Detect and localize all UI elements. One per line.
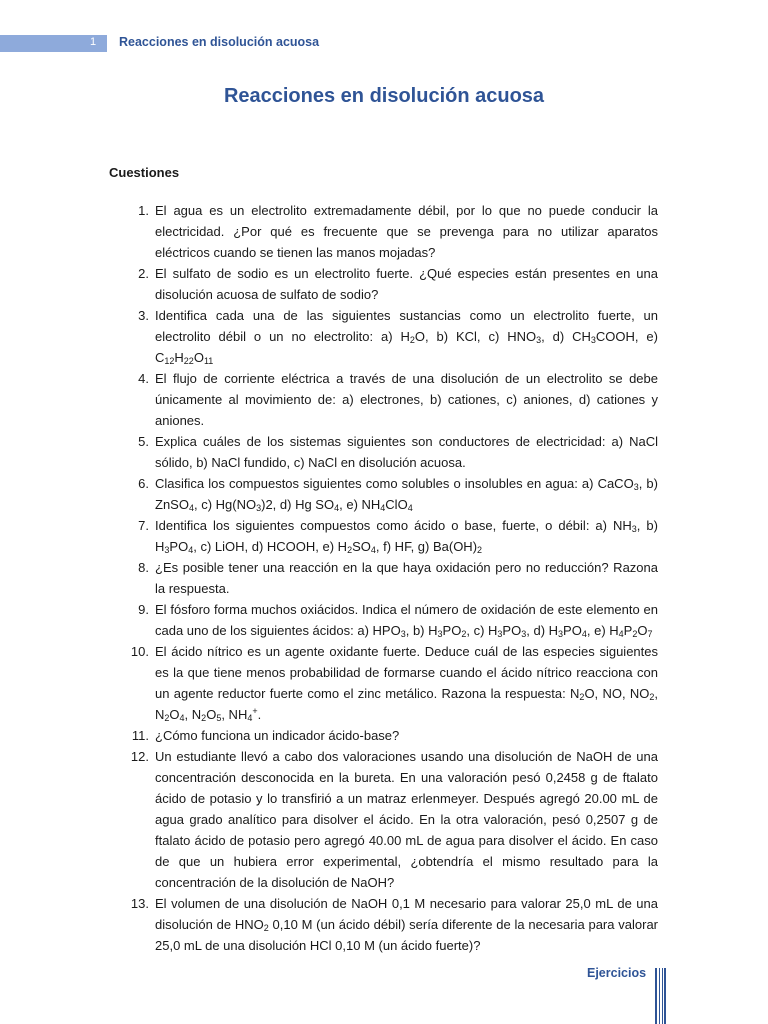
question-number: 1. <box>138 203 149 218</box>
question-item <box>109 305 658 368</box>
question-number: 12. <box>130 749 149 764</box>
question-text: El fósforo forma muchos oxiácidos. Indica el número de oxidación de este elemento en cada uno de los siguientes ácidos: a) $HPO_3$, b) $H_3PO_2$, c) $H_3PO_3$, d) $H_3PO_4$, e) $H_4P_2O_7$ <box>155 602 658 639</box>
question-item <box>109 431 658 473</box>
question-item <box>109 263 658 305</box>
question-item <box>109 893 658 956</box>
question-text: Clasifica los compuestos siguientes como solubles o insolubles en agua: a) CaCO$_3$, b) ZnSO$_4$, c) $Hg(NO_3)2$, d) Hg $SO_4$, e) $NH_4ClO_4$ <box>155 476 658 513</box>
question-text: El agua es un electrolito extremadamente débil, por lo que no puede conducir la electricidad. ¿Por qué es frecuente que se prevenga para no utilizar aparatos eléctricos cuando se tienen las manos mojadas? <box>155 203 658 260</box>
question-number: 9. <box>138 602 149 617</box>
question-number: 13. <box>130 896 149 911</box>
footer-label: Ejercicios <box>587 966 647 980</box>
footer-rule <box>662 968 663 1024</box>
question-text: Identifica cada una de las siguientes sustancias como un electrolito fuerte, un electrolito débil o un no electrolito: a) $H_2O$, b) KCl, c) $HNO_3$, d) $CH_3COOH$, e) $C_{12}H_{22}O_{11}$ <box>155 308 658 366</box>
question-number: 3. <box>138 308 149 323</box>
running-header-title: Reacciones en disolución acuosa <box>119 35 320 49</box>
question-text: ¿Cómo funciona un indicador ácido-base? <box>155 728 400 743</box>
question-number: 4. <box>138 371 149 386</box>
question-item <box>109 557 658 599</box>
question-item <box>109 368 658 431</box>
question-number: 11. <box>131 728 149 743</box>
question-number: 5. <box>138 434 149 449</box>
footer-rule <box>659 968 660 1024</box>
question-item <box>109 725 658 746</box>
questions-list <box>109 200 658 956</box>
question-text: El flujo de corriente eléctrica a través de una disolución de un electrolito se debe únicamente al movimiento de: a) electrones, b) cationes, c) aniones, d) cationes y aniones. <box>155 371 658 428</box>
question-item <box>109 200 658 263</box>
question-item <box>109 641 658 725</box>
question-number: 6. <box>138 476 149 491</box>
question-text: El volumen de una disolución de NaOH 0,1 M necesario para valorar 25,0 mL de una disolución de $HNO_2$ 0,10 M (un ácido débil) sería diferente de la necesaria para valorar 25,0 mL de una disolución HCl 0,10 M (un ácido fuerte)? <box>155 896 659 953</box>
question-text: El ácido nítrico es un agente oxidante fuerte. Deduce cuál de las especies siguientes es la que tiene menos probabilidad de formarse cuando el ácido nítrico reacciona con un agente reductor fuerte como el zinc metálico. Razona la respuesta: $N_2O$, NO, $NO_2$, $N_2O_4$, $N_2O_5$, $NH_4^+$. <box>155 644 658 723</box>
question-item <box>109 473 658 515</box>
question-text: Un estudiante llevó a cabo dos valoraciones usando una disolución de NaOH de una concentración desconocida en la bureta. En una valoración pesó 0,2458 g de ftalato ácido de potasio y lo transfirió a un matraz erlenmeyer. Después agregó 20.00 mL de agua grado analítico para disolver el ácido. En la otra valoración, pesó 0,2507 g de ftalato ácido de potasio pero agregó 40.00 mL de agua para disolver el ácido. En caso de que un hubiera error experimental, ¿obtendría el mismo resultado para la concentración de la disolución de NaOH? <box>155 749 658 890</box>
footer-rule <box>664 968 666 1024</box>
question-number: 8. <box>138 560 149 575</box>
question-text: Identifica los siguientes compuestos como ácido o base, fuerte, o débil: a) $NH_3$, b) $H_3PO_4$, c) LiOH, d) HCOOH, e) $H_2SO_4$, f) HF, g) $Ba(OH)_2$ <box>155 518 658 555</box>
page-number: 1 <box>90 36 97 48</box>
question-text: ¿Es posible tener una reacción en la que haya oxidación pero no reducción? Razona la respuesta. <box>155 560 658 596</box>
question-number: 10. <box>130 644 149 659</box>
question-item <box>109 599 658 641</box>
question-text: Explica cuáles de los sistemas siguientes son conductores de electricidad: a) NaCl sólido, b) NaCl fundido, c) NaCl en disolución acuosa. <box>155 434 658 470</box>
question-number: 2. <box>138 266 149 281</box>
section-heading: Cuestiones <box>109 165 180 180</box>
question-text: El sulfato de sodio es un electrolito fuerte. ¿Qué especies están presentes en una disolución acuosa de sulfato de sodio? <box>155 266 658 302</box>
question-number: 7. <box>138 518 149 533</box>
page-title: Reacciones en disolución acuosa <box>223 85 545 107</box>
question-item <box>109 515 658 557</box>
footer-rule <box>655 968 657 1024</box>
question-item <box>109 746 658 893</box>
